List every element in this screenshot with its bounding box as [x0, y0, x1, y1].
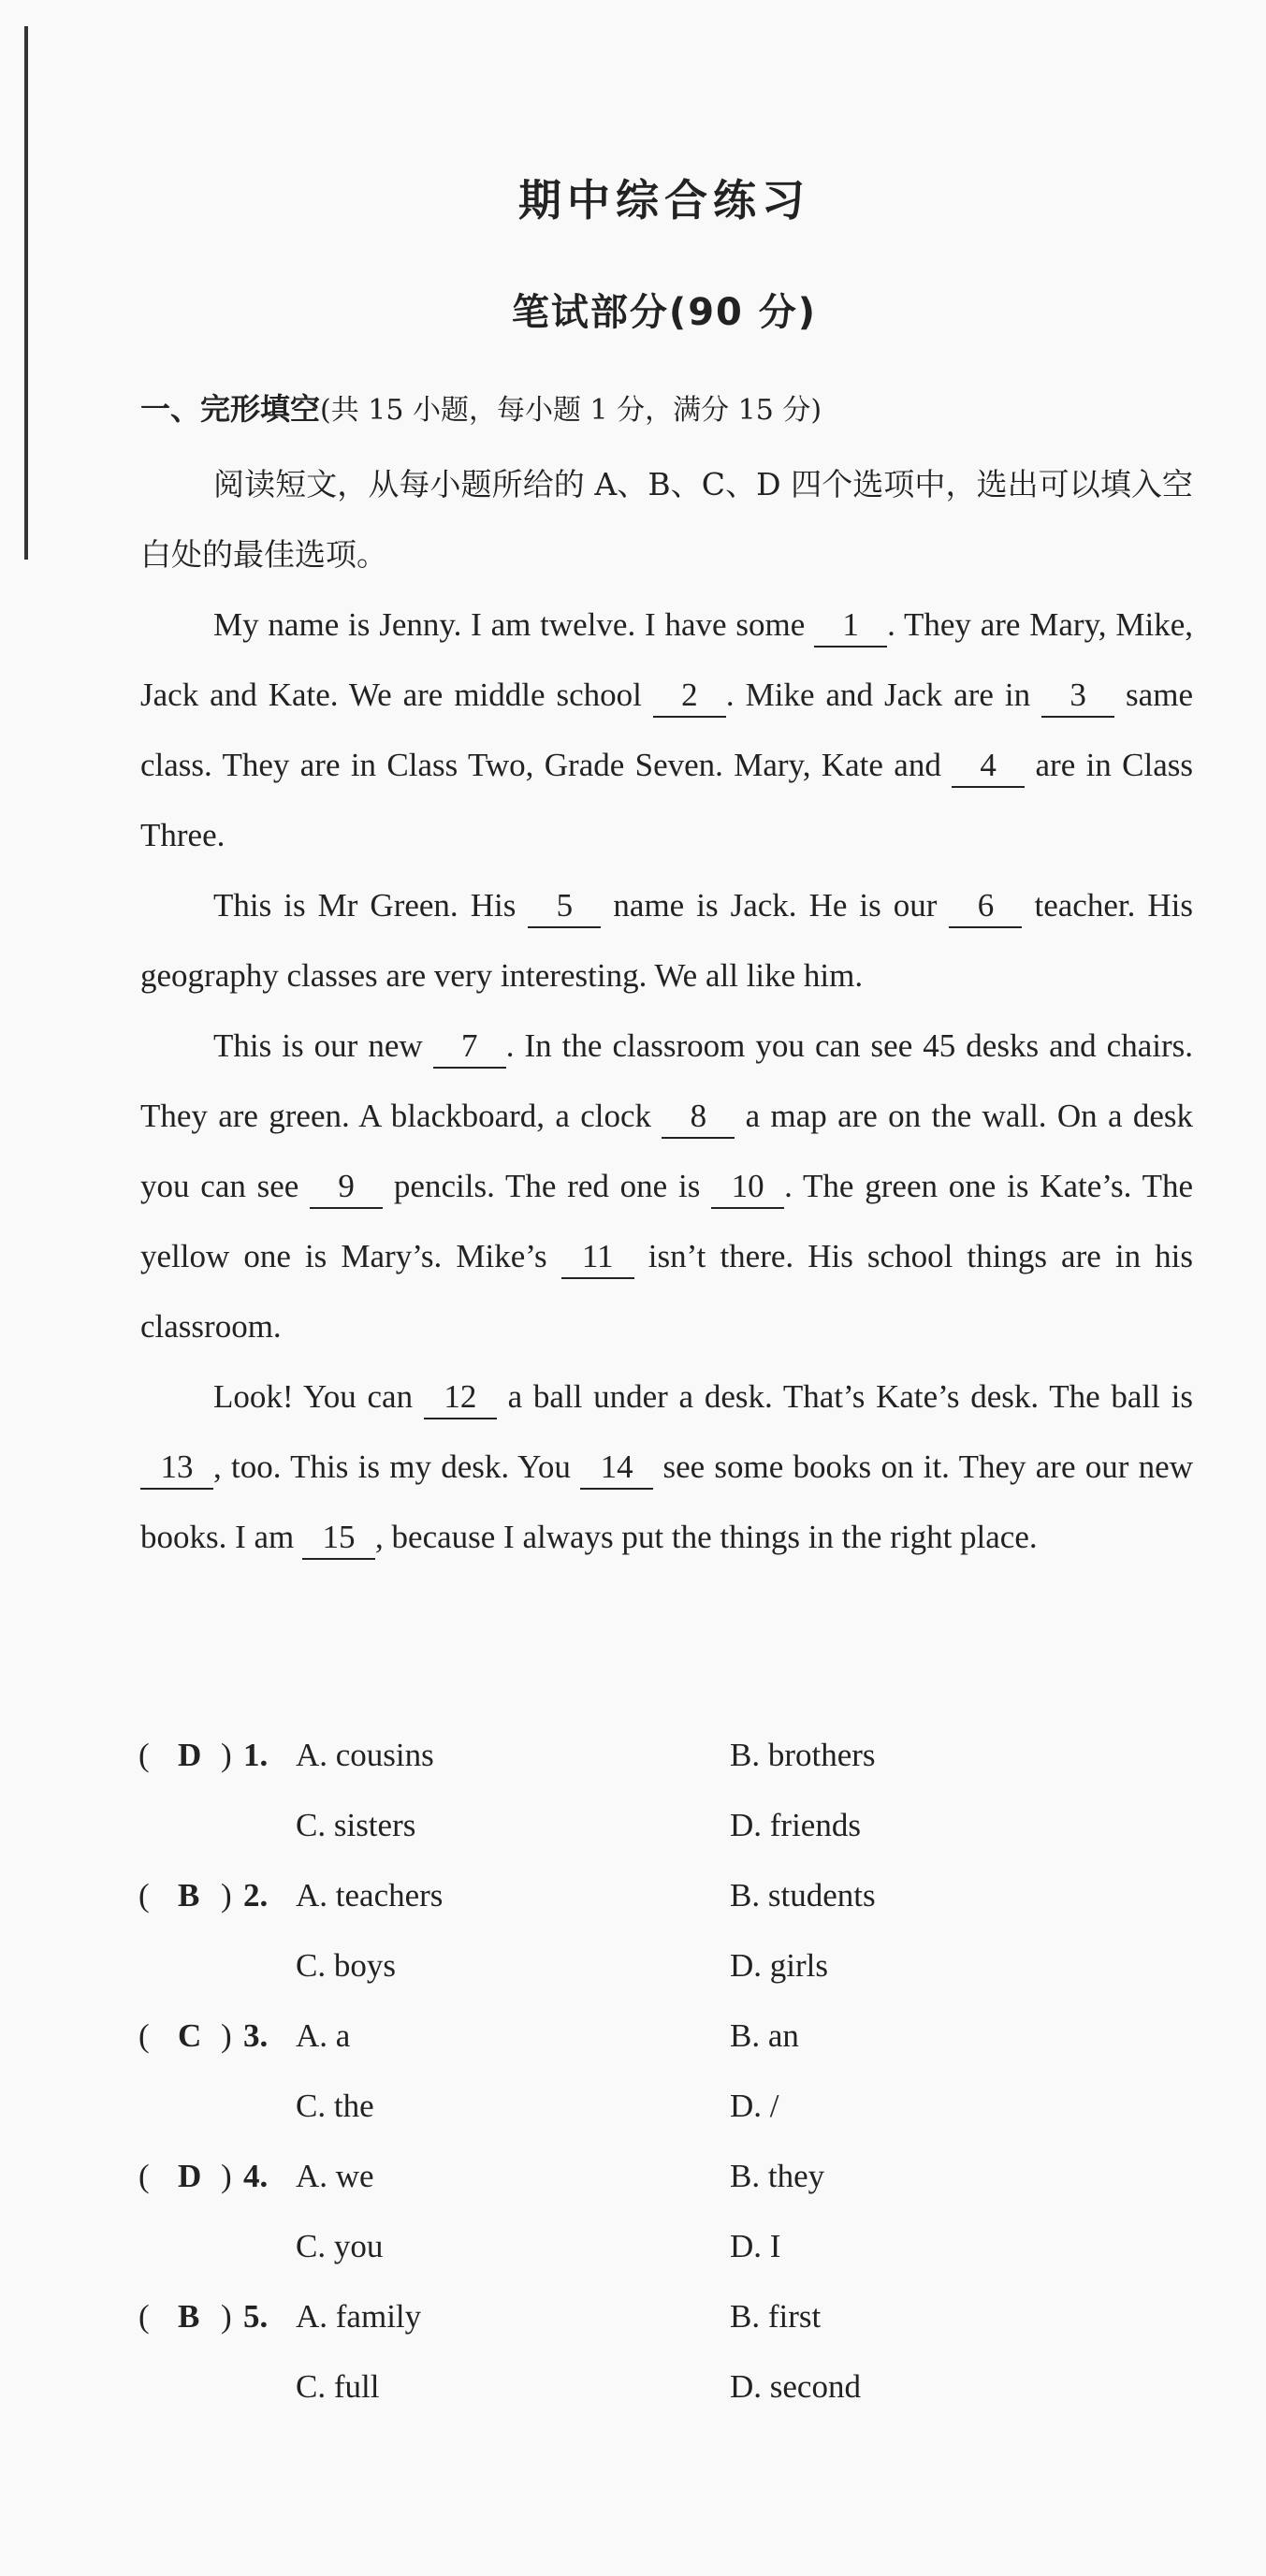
- answer-paren-close: ): [221, 1737, 232, 1773]
- option-b: B. first: [730, 2298, 822, 2335]
- answer-paren-open: (: [138, 1737, 150, 1773]
- answer-letter: B: [178, 2298, 200, 2335]
- answer-paren-open: (: [138, 2158, 150, 2194]
- option-c: C. sisters: [296, 1807, 416, 1843]
- question-row: [138, 2351, 1196, 2422]
- option-c: C. boys: [296, 1947, 396, 1984]
- passage-text: . Mike and Jack are in: [725, 677, 1042, 713]
- question-row: [138, 1930, 1196, 2001]
- blank-6: 6: [949, 885, 1022, 928]
- option-a: A. teachers: [296, 1877, 444, 1914]
- section-note: (共 15 小题，每小题 1 分，满分 15 分): [320, 394, 822, 427]
- answer-paren-open: (: [138, 2298, 150, 2335]
- passage-text: a map are on the wall. On a desk you can see: [140, 1098, 1193, 1204]
- question-number: 1.: [243, 1737, 269, 1773]
- option-d: D. friends: [730, 1807, 861, 1843]
- question-row: [138, 1790, 1196, 1860]
- answer-paren-open: (: [138, 1877, 150, 1914]
- passage-text: see some books on it. They are our new books. I am: [140, 1448, 1193, 1555]
- option-a: A. a: [296, 2017, 351, 2054]
- section-instruction: 阅读短文，从每小题所给的 A、B、C、D 四个选项中，选出可以填入空白处的最佳选项。: [140, 466, 1193, 573]
- answer-paren-close: ): [221, 2158, 232, 2194]
- passage-text: teacher. His geography classes are very interesting. We all like him.: [140, 887, 1194, 994]
- question-number: 4.: [243, 2158, 269, 2194]
- option-d: D. girls: [730, 1947, 828, 1984]
- answer-letter: B: [178, 1877, 200, 1914]
- page-subtitle: 笔试部分(90 分): [511, 291, 818, 334]
- blank-10: 10: [711, 1166, 784, 1209]
- blank-3: 3: [1041, 675, 1114, 718]
- answer-letter: C: [178, 2017, 202, 2054]
- passage-text: a ball under a desk. That’s Kate’s desk. The ball is: [496, 1378, 1193, 1415]
- option-a: A. cousins: [296, 1737, 434, 1773]
- option-b: B. brothers: [730, 1737, 876, 1773]
- question-row: [138, 1720, 1196, 1790]
- passage-paragraph-4: [140, 1361, 1193, 1572]
- blank-7: 7: [433, 1026, 506, 1069]
- blank-4: 4: [952, 745, 1025, 788]
- option-b: B. an: [730, 2017, 799, 2054]
- answer-paren-close: ): [221, 2017, 232, 2054]
- blank-12: 12: [424, 1376, 497, 1419]
- question-row: [138, 2281, 1196, 2351]
- question-list: [138, 1720, 1196, 2422]
- blank-5: 5: [528, 885, 601, 928]
- question-number: 2.: [243, 1877, 269, 1914]
- option-d: D. /: [730, 2088, 779, 2124]
- answer-letter: D: [178, 2158, 202, 2194]
- passage-text: . In the classroom you can see 45 desks and chairs. They are green. A blackboard, a clock: [140, 1027, 1194, 1134]
- answer-letter: D: [178, 1737, 202, 1773]
- question-row: [138, 2211, 1196, 2281]
- blank-1: 1: [814, 604, 887, 648]
- blank-15: 15: [302, 1517, 375, 1560]
- blank-8: 8: [662, 1096, 735, 1139]
- passage-text: are in Class Three.: [140, 747, 1193, 853]
- passage-text: , too. This is my desk. You: [213, 1448, 581, 1485]
- passage-text: My name is Jenny. I am twelve. I have some: [213, 606, 815, 643]
- question-number: 3.: [243, 2017, 269, 2054]
- option-c: C. the: [296, 2088, 374, 2124]
- passage-paragraph-2: [140, 870, 1193, 1011]
- option-c: C. you: [296, 2228, 384, 2264]
- question-row: [138, 2141, 1196, 2211]
- passage-text: same class. They are in Class Two, Grade Seven. Mary, Kate and: [140, 677, 1193, 783]
- passage-paragraph-1: [140, 589, 1193, 870]
- passage-paragraph-3: [140, 1011, 1193, 1361]
- question-row: [138, 2071, 1196, 2141]
- option-a: A. family: [296, 2298, 422, 2335]
- answer-paren-open: (: [138, 2017, 150, 2054]
- passage-text: isn’t there. His school things are in his classroom.: [140, 1238, 1193, 1345]
- blank-2: 2: [653, 675, 726, 718]
- page-title: 期中综合练习: [518, 175, 810, 226]
- question-number: 5.: [243, 2298, 269, 2335]
- option-b: B. students: [730, 1877, 876, 1914]
- question-row: [138, 1860, 1196, 1930]
- blank-13: 13: [140, 1447, 213, 1490]
- option-d: D. I: [730, 2228, 781, 2264]
- question-row: [138, 2001, 1196, 2071]
- passage-text: , because I always put the things in the right place.: [375, 1519, 1038, 1555]
- cloze-passage: [140, 589, 1193, 1572]
- option-c: C. full: [296, 2368, 380, 2405]
- answer-paren-close: ): [221, 1877, 232, 1914]
- option-d: D. second: [730, 2368, 861, 2405]
- passage-text: name is Jack. He is our: [601, 887, 950, 924]
- passage-text: . The green one is Kate’s. The yellow one is Mary’s. Mike’s: [140, 1168, 1193, 1274]
- section-heading: [140, 386, 822, 429]
- answer-paren-close: ): [221, 2298, 232, 2335]
- option-b: B. they: [730, 2158, 825, 2194]
- section-title: 一、完形填空: [140, 391, 321, 427]
- option-a: A. we: [296, 2158, 374, 2194]
- blank-9: 9: [310, 1166, 383, 1209]
- blank-14: 14: [580, 1447, 653, 1490]
- blank-11: 11: [561, 1236, 634, 1279]
- passage-text: pencils. The red one is: [383, 1168, 712, 1204]
- passage-text: This is our new: [213, 1027, 433, 1064]
- passage-text: Look! You can: [213, 1378, 424, 1415]
- passage-text: . They are Mary, Mike, Jack and Kate. We are middle school: [140, 606, 1193, 713]
- passage-text: This is Mr Green. His: [213, 887, 529, 924]
